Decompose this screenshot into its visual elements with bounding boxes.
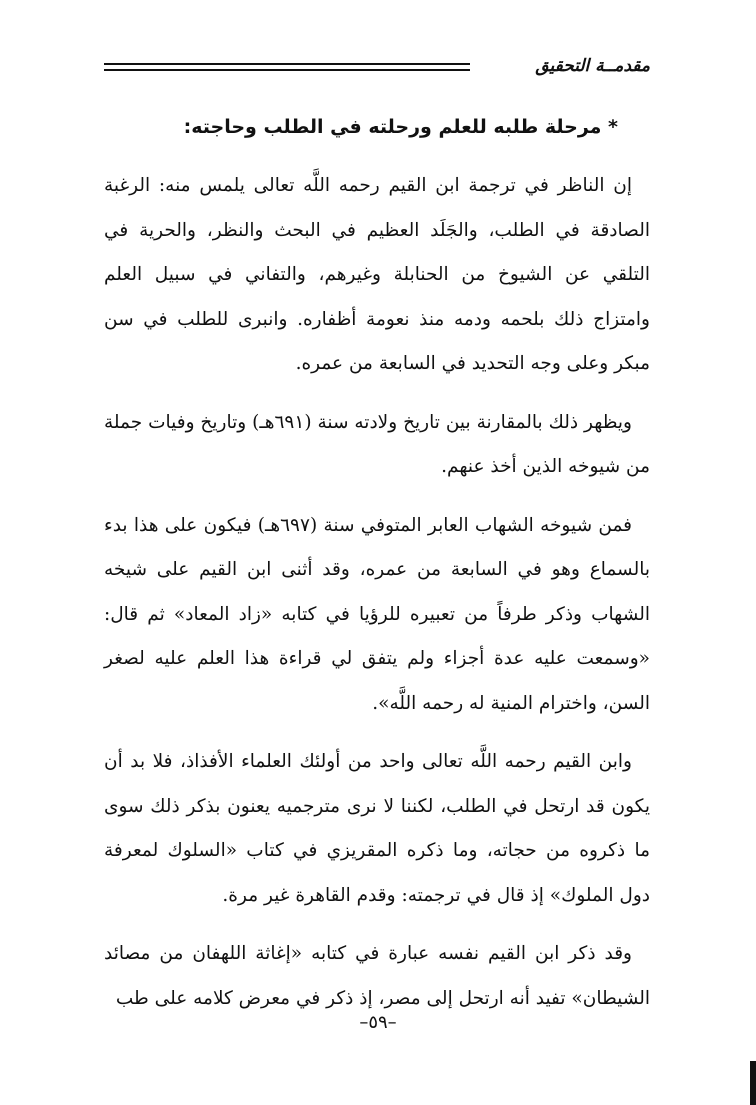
paragraph-3: فمن شيوخه الشهاب العابر المتوفي سنة (٦٩٧هـ) فيكون على هذا بدء بالسماع وهو في السابعة من عمره، وقد أثنى ابن القيم على شيخه الشهاب وذكر طرفاً من تعبيره للرؤيا في كتابه «زاد المعاد» ثم قال: «وسمعت عليه عدة أجزاء ولم يتفق لي قراءة هذا العلم عليه لصغر السن، واخترام المنية له رحمه اللَّه». [104, 514, 650, 714]
paragraph-1: إن الناظر في ترجمة ابن القيم رحمه اللَّه تعالى يلمس منه: الرغبة الصادقة في الطلب، والجَلَد العظيم في البحث والنظر، والحرية في التلقي عن الشيوخ من الحنابلة وغيرهم، والتفاني في سبيل العلم وامتزاج ذلك بلحمه ودمه منذ نعومة أظفاره. وانبرى للطلب في سن مبكر وعلى وجه التحديد في السابعة من عمره. [104, 175, 650, 374]
paragraph-4: وابن القيم رحمه اللَّه تعالى واحد من أولئك العلماء الأفذاذ، فلا بد أن يكون قد ارتحل في الطلب، لكننا لا نرى مترجميه يعنون بذكر ذلك سوى ما ذكروه من حجاته، وما ذكره المقريزي في كتاب «السلوك لمعرفة دول الملوك» إذ قال في ترجمته: وقدم القاهرة غير مرة. [104, 751, 650, 906]
page-body [104, 108, 650, 1035]
paragraph-2: ويظهر ذلك بالمقارنة بين تاريخ ولادته سنة (٦٩١هـ) وتاريخ وفيات جملة من شيوخه الذين أخذ عنهم. [104, 411, 650, 477]
page-number: –٥٩– [359, 1012, 397, 1033]
paragraph-5: وقد ذكر ابن القيم نفسه عبارة في كتابه «إغاثة اللهفان من مصائد الشيطان» تفيد أنه ارتحل إلى مصر، إذ ذكر في معرض كلامه على طب [104, 943, 650, 1009]
running-header [104, 52, 650, 86]
page-edge-mark [750, 1061, 756, 1105]
header-title: مقدمــة التحقيق [535, 56, 650, 76]
section-heading: * مرحلة طلبه للعلم ورحلته في الطلب وحاجته: [183, 116, 618, 138]
header-double-rule [104, 63, 470, 71]
